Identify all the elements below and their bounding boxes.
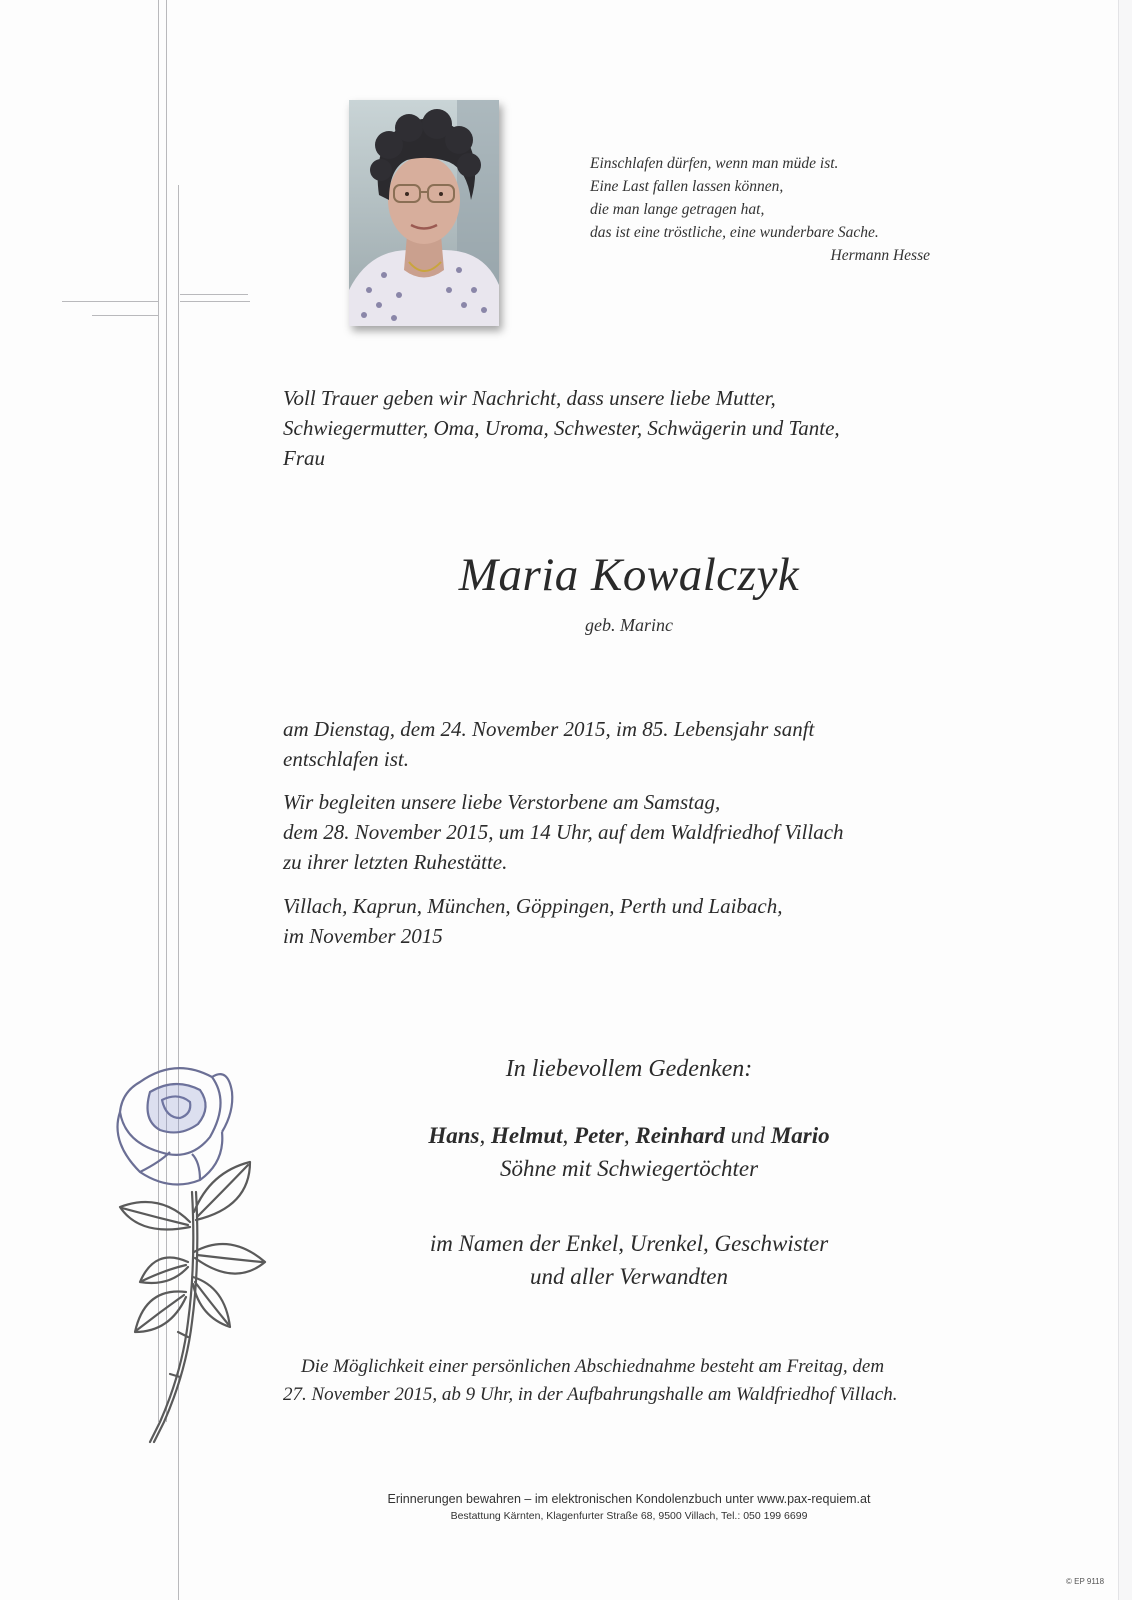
product-code: © EP 9118 (1066, 1577, 1105, 1586)
name-separator: , (562, 1123, 575, 1148)
sons-relation: Söhne mit Schwiegertöchter (499, 1156, 759, 1181)
funeral-notice (283, 787, 1003, 877)
son-name: Mario (770, 1123, 830, 1148)
quote-line: die man lange getragen hat, (590, 201, 765, 218)
on-behalf-line: und aller Verwandten (529, 1264, 729, 1289)
quote-line: Einschlafen dürfen, wenn man müde ist. (590, 155, 839, 172)
name-separator: , (623, 1123, 636, 1148)
death-line: am Dienstag, dem 24. November 2015, im 85. Lebensjahr sanft (283, 717, 815, 741)
places-line: im November 2015 (283, 924, 443, 948)
rose-icon (100, 1062, 270, 1447)
on-behalf-line: im Namen der Enkel, Urenkel, Geschwister (429, 1231, 829, 1256)
death-notice (283, 714, 1003, 774)
quote-line: das ist eine tröstliche, eine wunderbare Sache. (590, 224, 879, 241)
intro-line: Voll Trauer geben wir Nachricht, dass unsere liebe Mutter, (283, 386, 776, 410)
son-name: Peter (574, 1123, 624, 1148)
portrait-photo (349, 100, 499, 326)
intro-line: Frau (283, 446, 325, 470)
son-name: Reinhard (635, 1123, 725, 1148)
funeral-line: Wir begleiten unsere liebe Verstorbene am Samstag, (283, 790, 721, 814)
intro-text (283, 383, 983, 473)
son-name: Helmut (490, 1123, 563, 1148)
viewing-line: 27. November 2015, ab 9 Uhr, in der Aufbahrungshalle am Waldfriedhof Villach. (283, 1384, 898, 1405)
funeral-line: zu ihrer letzten Ruhestätte. (283, 850, 508, 874)
viewing-line: Die Möglichkeit einer persönlichen Abschiednahme besteht am Freitag, dem (301, 1356, 885, 1377)
hesse-quote (590, 152, 930, 267)
memory-heading: In liebevollem Gedenken: (505, 1056, 753, 1082)
death-line: entschlafen ist. (283, 747, 409, 771)
footer-condolence: Erinnerungen bewahren – im elektronischen Kondolenzbuch unter www.pax-requiem.at (387, 1492, 871, 1506)
footer-address: Bestattung Kärnten, Klagenfurter Straße 68, 9500 Villach, Tel.: 050 199 6699 (450, 1510, 808, 1522)
footer (0, 1490, 1118, 1524)
intro-line: Schwiegermutter, Oma, Uroma, Schwester, Schwägerin und Tante, (283, 416, 840, 440)
places-date (283, 891, 1003, 951)
funeral-line: dem 28. November 2015, um 14 Uhr, auf dem Waldfriedhof Villach (283, 820, 844, 844)
name-conjunction: und (724, 1123, 771, 1148)
places-line: Villach, Kaprun, München, Göppingen, Perth und Laibach, (283, 894, 783, 918)
name-separator: , (479, 1123, 491, 1148)
deceased-name: Maria Kowalczyk (458, 549, 800, 601)
birth-name: geb. Marinc (585, 615, 673, 635)
quote-author: Hermann Hesse (830, 247, 930, 264)
viewing-notice (283, 1353, 983, 1409)
quote-line: Eine Last fallen lassen können, (590, 178, 784, 195)
son-name: Hans (428, 1123, 480, 1148)
